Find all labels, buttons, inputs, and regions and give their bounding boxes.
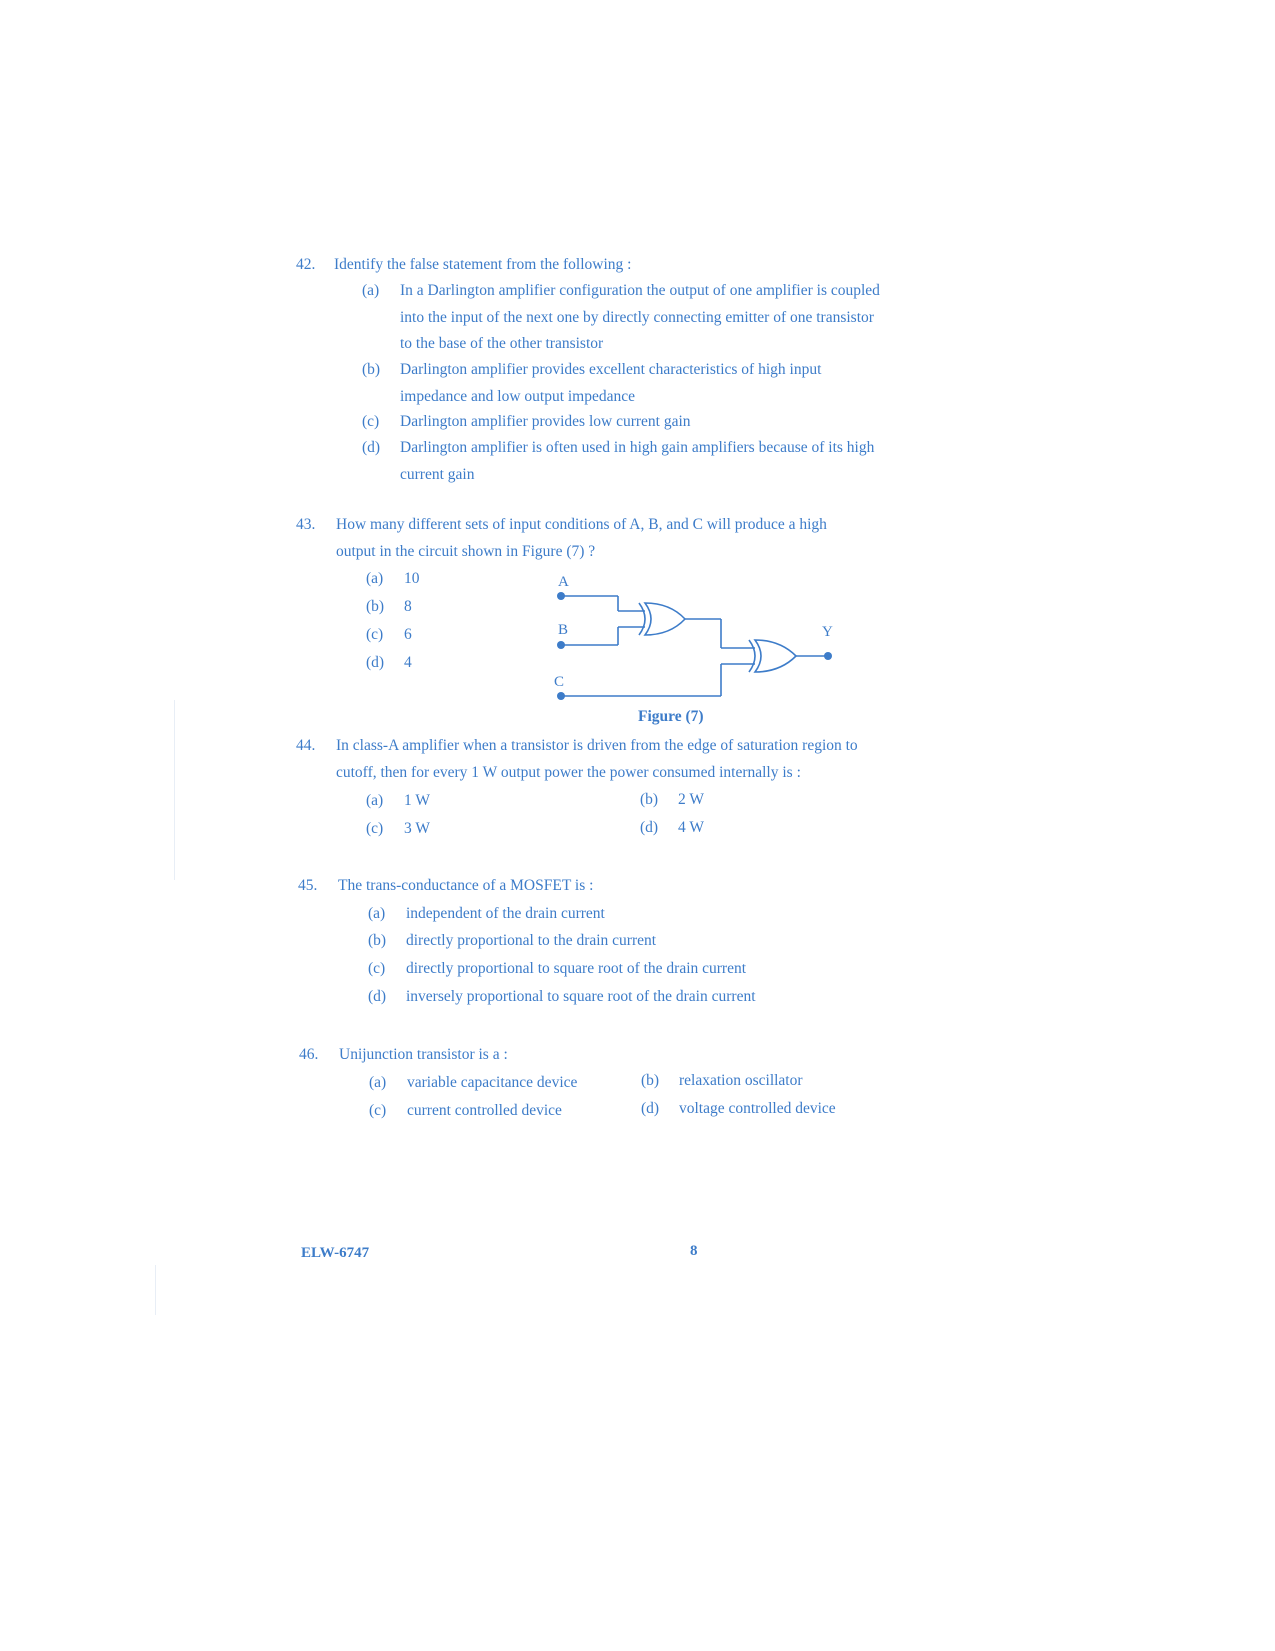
figure-caption: Figure (7) [638, 708, 704, 725]
question-44 [296, 733, 916, 843]
option-label: (b) [362, 361, 381, 378]
question-text-line: cutoff, then for every 1 W output power the power consumed internally is : [336, 763, 801, 781]
option-text-line: Darlington amplifier provides excellent characteristics of high input [400, 361, 822, 378]
option-label: (a) [369, 1074, 387, 1091]
option-label: (a) [366, 570, 384, 587]
scan-edge-mark [174, 700, 175, 880]
question-text: Identify the false statement from the following : [334, 256, 632, 273]
logic-circuit-figure [540, 566, 850, 706]
node-a [557, 592, 565, 600]
option-text: inversely proportional to square root of the drain current [406, 988, 756, 1005]
option-label: (b) [366, 598, 385, 615]
option-label: (c) [369, 1102, 387, 1119]
question-text: The trans-conductance of a MOSFET is : [338, 877, 594, 894]
option-label: (d) [640, 819, 659, 836]
option-text: current controlled device [407, 1102, 562, 1119]
option-text-line: current gain [400, 465, 475, 483]
question-text-line: output in the circuit shown in Figure (7) ? [336, 542, 596, 560]
question-text-line: How many different sets of input conditions of A, B, and C will produce a high [336, 516, 827, 533]
option-text: directly proportional to square root of the drain current [406, 960, 747, 977]
question-number: 44. [296, 737, 316, 754]
input-label-a: A [558, 574, 569, 590]
option-text: 4 [404, 654, 412, 671]
option-text-line: into the input of the next one by directly connecting emitter of one transistor [400, 308, 874, 326]
node-b [557, 641, 565, 649]
option-text: voltage controlled device [679, 1100, 836, 1117]
option-text: 1 W [404, 792, 430, 809]
xor-gate-2 [755, 640, 796, 672]
option-label: (b) [368, 932, 387, 949]
option-label: (d) [641, 1100, 660, 1117]
question-text-line: In class-A amplifier when a transistor is driven from the edge of saturation region to [336, 737, 858, 754]
page-number: 8 [690, 1243, 698, 1259]
option-label: (d) [368, 988, 387, 1005]
option-text: directly proportional to the drain current [406, 932, 657, 949]
input-label-b: B [558, 622, 569, 638]
option-label: (a) [362, 282, 380, 299]
option-text: 4 W [678, 819, 704, 836]
option-text-line: impedance and low output impedance [400, 387, 636, 405]
option-text: 2 W [678, 791, 704, 808]
option-text: Darlington amplifier provides low current gain [400, 413, 691, 430]
option-text: 8 [404, 598, 412, 615]
option-text: independent of the drain current [406, 905, 605, 922]
option-text-line: Darlington amplifier is often used in high gain amplifiers because of its high [400, 439, 875, 456]
question-number: 43. [296, 516, 316, 533]
scan-edge-mark [155, 1265, 156, 1315]
option-text: 3 W [404, 820, 430, 837]
option-label: (a) [366, 792, 384, 809]
option-label: (c) [368, 960, 386, 977]
option-text: relaxation oscillator [679, 1072, 803, 1089]
option-text: 10 [404, 570, 420, 587]
node-c [557, 692, 565, 700]
paper-code: ELW-6747 [301, 1245, 370, 1261]
option-text: variable capacitance device [407, 1074, 578, 1091]
question-45 [298, 873, 918, 1013]
option-label: (a) [368, 905, 386, 922]
option-label: (c) [366, 626, 384, 643]
option-label: (c) [366, 820, 384, 837]
option-label: (d) [366, 654, 385, 671]
question-number: 45. [298, 877, 318, 894]
question-text: Unijunction transistor is a : [339, 1046, 508, 1063]
option-label: (b) [640, 791, 659, 808]
option-text-line: to the base of the other transistor [400, 335, 604, 352]
option-label: (b) [641, 1072, 660, 1089]
output-label-y: Y [822, 624, 833, 640]
node-y [824, 652, 832, 660]
question-46 [299, 1042, 919, 1132]
option-text-line: In a Darlington amplifier configuration the output of one amplifier is coupled [400, 282, 880, 299]
option-label: (d) [362, 439, 381, 456]
question-42 [296, 252, 916, 482]
option-text: 6 [404, 626, 412, 643]
option-label: (c) [362, 413, 380, 430]
question-number: 46. [299, 1046, 319, 1063]
question-number: 42. [296, 256, 316, 273]
input-label-c: C [554, 674, 565, 690]
xor-gate-1 [645, 603, 685, 635]
